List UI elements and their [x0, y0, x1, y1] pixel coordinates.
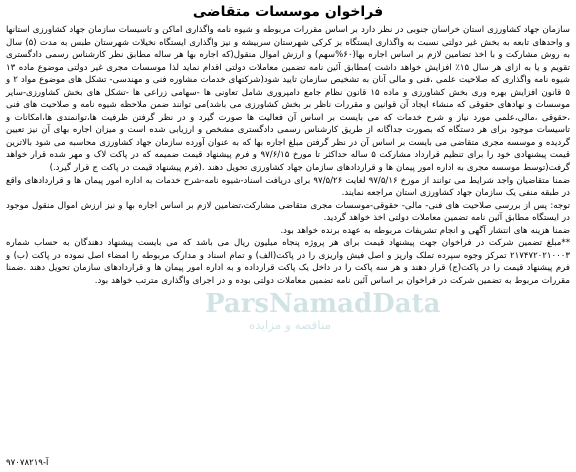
notice-paragraph-documents: ضمنا متقاضیان واجد شرایط می توانند از مورخ ۹۷/۵/۱۶ لغایت ۹۷/۵/۲۶ برای دریافت اسناد-شیوه نامه-شرح خدمات به اداره امور پیمان ها و قراردادهای واقع در طبقه منفی یک سازمان جهاد کشاورزی استان مراجعه نمایند.	[6, 175, 571, 199]
notice-reference-number: آ-۹۷۰۷۸۲۱۹	[6, 458, 49, 468]
notice-body	[6, 24, 570, 287]
notice-paragraph-guarantee: **مبلغ تضمین شرکت در فراخوان جهت پیشنهاد قیمت برای هر پروژه پنجاه میلیون ریال می باشد که می بایست پیشنهاد دهندگان به حساب شماره ۲۱۷۴۷۲۰۲۱۰۰۰۳ تمرکز وجوه سپرده تملک وارپز و اصل فیش واریزی را در پاکت(الف) و تمام اسناد و مدارک مربوطه را امضاء اصل نموده در پاکت (ب) و فرم پیشنهاد قیمت را در پاکت(ج) قرار دهند و هر سه پاکت را در داخل یک پاکت قرارداده و به اداره امور پیمان ها و قراردادهای سازمان تحویل دهند .ضمنا مقررات مربوط به تضمین شرکت در فراخوان بر اساس آئین نامه تضمین معاملات دولتی بوده و در اجرای واگذاری مترتب خواهد بود.	[6, 238, 570, 286]
watermark-logo	[205, 289, 441, 350]
watermark-sub-text: مناقصه و مزایده	[248, 318, 331, 332]
notice-title: فراخوان موسسات متقاضی	[192, 4, 384, 20]
notice-paragraph-attention: توجه: پس از بررسی صلاحیت های فنی- مالی- حقوقی-موسسات مجری متقاضی مشارکت،تضامین لازم بر اساس اجاره بها و نیز ارزش اموال منقول موجود در ایستگاه مطابق آئین نامه تضمین معاملات دولتی اخذ خواهد گردید.	[6, 200, 570, 224]
notice-paragraph-main: سازمان جهاد کشاورزی استان خراسان جنوبی در نظر دارد بر اساس مقررات مربوطه و شیوه نامه واگذاری اماکن و تاسیسات سازمان جهاد کشاورزی استانها و واحدهای تابعه به بخش غیر دولتی نسبت به واگذاری ایستگاه بز کرکی شهرستان سربیشه و نیز واگذاری ایستگاه نخیلات شهرستان طبس به مدت (۵) سال به روش مشارکت و با اخذ تضامین لازم بر اساس اجاره بها(۶۰%سهم) و ارزش اموال منقول(که اجاره بها هر ساله مطابق نظر کارشناس رسمی دادگستری تقویم و یا به ازای هر سال ۱۵٪ افزایش خواهد داشت )مطابق آئین نامه تضمین معاملات دولتی اقدام نماید لذا موسسات مجری غیر دولتی موضوع ماده ۱۳ شیوه نامه واگذاری که صلاحیت علمی ،فنی و مالی آنان به تشخیص سازمان تایید شود(شرکتهای خدمات مشاوره فنی و مهندسی- تشکل های موضوع مواد ۲ و ۵ قانون افزایش بهره وری بخش کشاورزی و ماده ۱۵ قانون نظام جامع دامپروری شامل تعاونی ها -سهامی زراعی ها -تشکل های بخش کشاورزی-سایر موسسات و نهادهای حقوقی که منشاء ایجاد آن قوانین و مقررات ناظر بر بخش کشاورزی می باشد)می توانند ضمن ملاحظه شیوه نامه و صلاحیت های فنی ،حقوقی ،مالی،علمی مورد نیاز و شرح خدمات که می بایست بر اساس آن فعالیت ها صورت گیرد و در نظر گرفتن ظرفیت ها،توانمندی ها،امکانات و تاسیسات موجود برای هر دستگاه که بصورت جداگانه از طریق کارشناس رسمی دادگستری مشخص و ارزیابی شده است و میزان اجاره بهای آن نیز تعیین گردیده و موسسه مجری متقاضی می بایست بر اساس آن در نظر گرفتن مبلغ اجاره بها که به عنوان آورده سازمان جهاد کشاورزی محاسبه می شود بالاترین قیمت پیشنهادی خود را برای تنظیم قرارداد مشارکت ۵ ساله حداکثر تا مورخ ۹۷/۶/۱۵ و فرم پیشنهاد قیمت ضمیمه که در پاکت لاک و مهر شده قرار خواهد گرفت(توسط موسسه مجری به اداره امور پیمان ها و قراردادهای سازمان جهاد کشاورزی تحویل دهند .(فرم پیشنهاد قیمت در پاکت ج قرار گیرد.)	[6, 25, 571, 174]
watermark-main-text: ParsNamadData	[205, 289, 441, 319]
notice-paragraph-costs: ضمنا هزینه های انتشار آگهی و انجام تشریفات مربوطه به عهده برنده خواهد بود.	[280, 225, 570, 236]
